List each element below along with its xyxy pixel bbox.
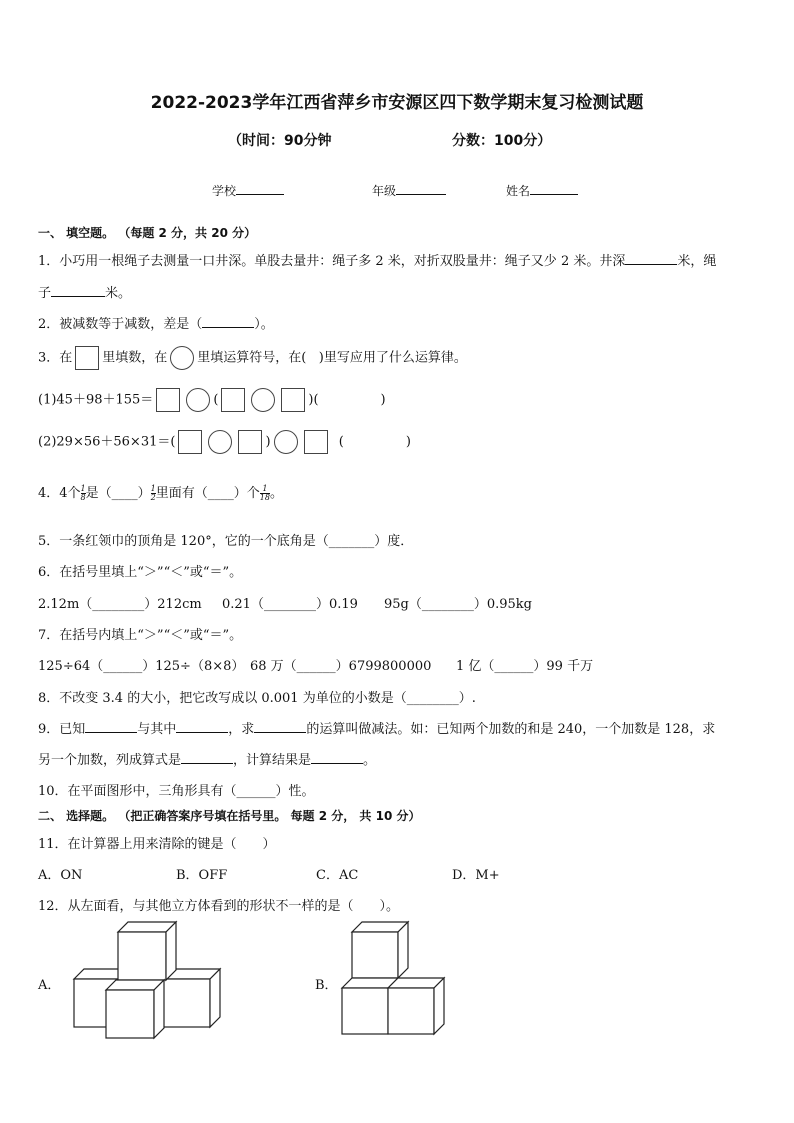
question-6-a: 2.12m（________）212cm [38,597,202,612]
name-field: 姓名 [506,182,578,199]
option-12-b-label[interactable]: B． [315,978,338,993]
operator-circle-icon [170,346,194,370]
question-6: 6．在括号里填上“＞”“＜”或“＝”。 [38,565,243,580]
page-title: 2022-2023学年江西省萍乡市安源区四下数学期末复习检测试题 [150,93,644,113]
cube-figure-b-icon [338,920,448,1038]
cube-figure-a-icon [68,920,228,1044]
question-3-2: (2)29×56＋56×31＝( ) ( ) [38,430,411,454]
question-9-line2: 另一个加数，列成算式是 ，计算结果是 。 [38,753,377,768]
option-11-d[interactable]: D．M+ [452,868,500,883]
question-3: 3．在 里填数，在 里填运算符号，在( )里写应用了什么运算律。 [38,346,467,370]
fraction-one-eighth: $\frac{1}{8}$ [80,484,86,502]
question-11: 11．在计算器上用来清除的键是（ ） [38,837,276,852]
exam-score: 分数：100分） [452,133,552,149]
question-9-line1: 9．已知 与其中 ，求 的运算叫做减法。如：已知两个加数的和是 240，一个加数是 128，求 [38,722,716,737]
question-4: 4．4个 $\frac{1}{8}$ 是（____） $\frac{1}{2}$ 里面有（____）个 $\frac{1}{18}$ 。 [38,484,283,502]
option-11-c[interactable]: C．AC [316,868,359,883]
question-10: 10．在平面图形中，三角形具有（______）性。 [38,784,315,799]
grade-field: 年级 [372,182,446,199]
question-1-line2: 子 米。 [38,286,132,301]
school-field: 学校 [212,182,284,199]
section-fill-blank: 一、 填空题。 （每题 2 分，共 20 分） [38,226,257,240]
question-1-line1: 1．小巧用一根绳子去测量一口井深。单股去量井：绳子多 2 米，对折双股量井：绳子又少 2 米。井深 米，绳 [38,254,717,269]
exam-time: （时间：90分钟 [228,133,332,149]
question-5: 5．一条红领巾的顶角是 120°，它的一个底角是（_______）度． [38,534,414,549]
section-multiple-choice: 二、 选择题。 （把正确答案序号填在括号里。 每题 2 分， 共 10 分） [38,809,421,823]
question-6-b: 0.21（________）0.19 [222,597,358,612]
fraction-one-half: $\frac{1}{2}$ [150,484,156,502]
question-6-c: 95g（________）0.95kg [384,597,533,612]
question-12: 12．从左面看，与其他立方体看到的形状不一样的是（ ）。 [38,899,400,914]
question-8: 8．不改变 3.4 的大小，把它改写成以 0.001 为单位的小数是（________）. [38,691,476,706]
question-7-c: 1 亿（______）99 千万 [456,659,594,674]
question-7-a: 125÷64（______）125÷（8×8） [38,659,245,674]
number-box-icon [75,346,99,370]
question-7-b: 68 万（______）6799800000 [250,659,432,674]
option-12-a-label[interactable]: A． [38,978,61,993]
option-11-b[interactable]: B．OFF [176,868,228,883]
question-2: 2．被减数等于减数，差是（ ）。 [38,317,274,332]
question-3-1: (1)45＋98＋155＝ ( )( ) [38,388,386,412]
fraction-one-eighteenth: $\frac{1}{18}$ [259,484,270,502]
question-7: 7．在括号内填上“＞”“＜”或“＝”。 [38,628,243,643]
option-11-a[interactable]: A．ON [38,868,83,883]
